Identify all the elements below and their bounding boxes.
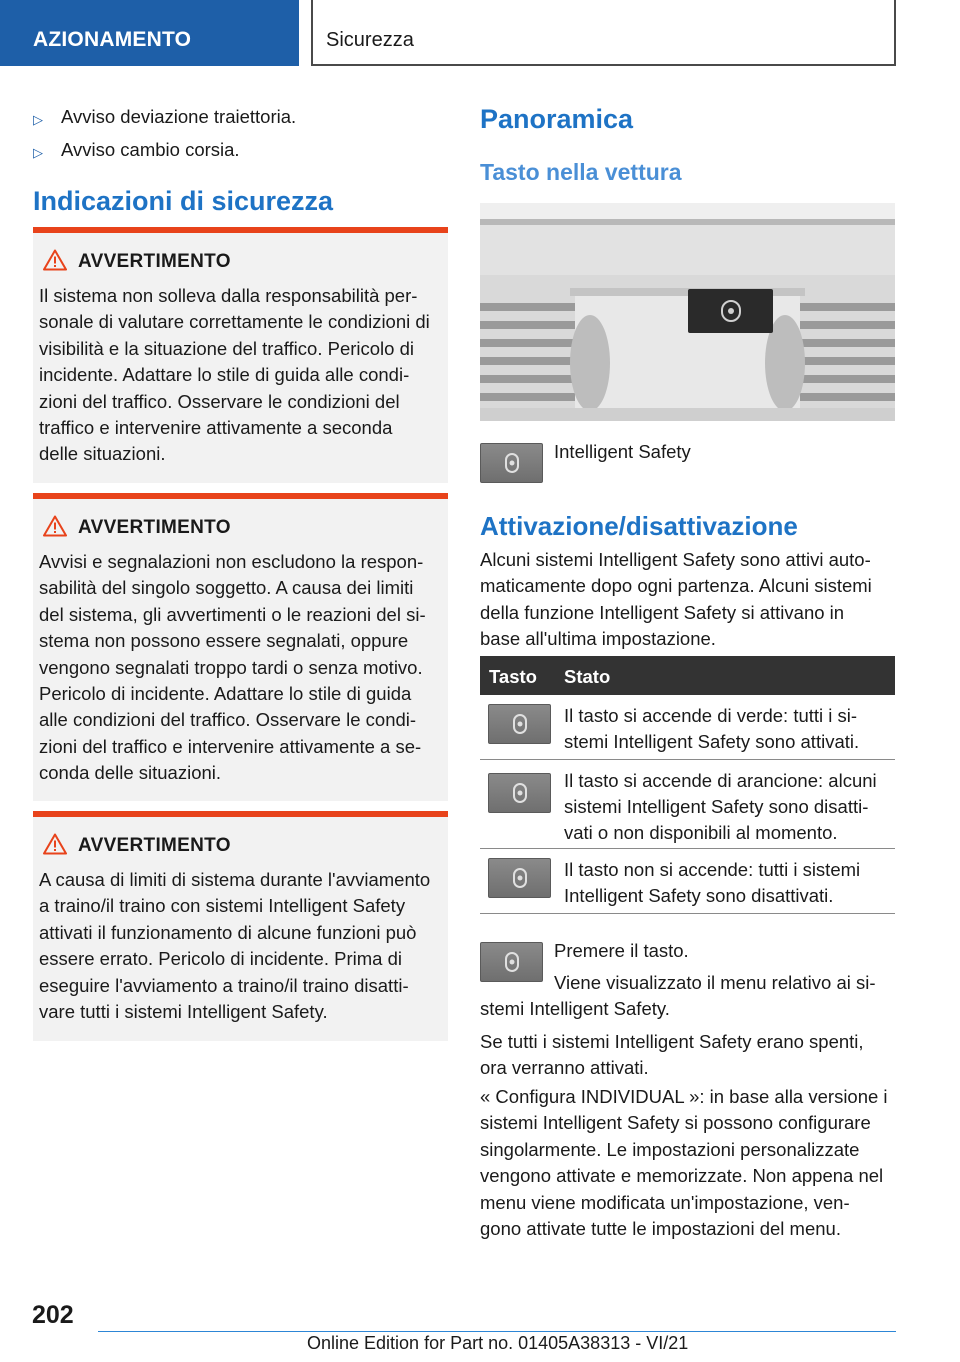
header-section-label: AZIONAMENTO <box>33 28 192 51</box>
table-cell: Il tasto si accende di verde: tutti i si- stemi Intelligent Safety sono attivati. <box>564 705 860 752</box>
page-number: 202 <box>32 1301 74 1329</box>
intelligent-safety-button-icon <box>480 443 543 483</box>
table-row <box>480 695 895 760</box>
warning-title: AVVERTIMENTO <box>78 517 231 538</box>
footer-edition: Online Edition for Part no. 01405A38313 - VI/21 <box>307 1333 689 1353</box>
warning-icon <box>43 249 67 271</box>
activation-heading: Attivazione/disattivazione <box>480 511 798 541</box>
dashboard-button-photo <box>480 203 895 421</box>
warning-text: Avvisi e segnalazioni non escludono la respon- sabilità del singolo soggetto. A causa dei limiti del sistema, gli avvertimenti o le reazioni del si- stema non possono essere segnalati, oppure vengono segnalati troppo tardi o senza motivo. Pericolo di incidente. Adattare lo stile di guida alle condizioni del traffico. Osservare le condi- zioni del traffico e intervenire attivamente a se- conda delle situazioni. <box>39 551 426 784</box>
menu-paragraph: Viene visualizzato il menu relativo ai si- stemi Intelligent Safety. <box>480 972 876 1020</box>
press-button-instruction: Premere il tasto. <box>554 940 689 961</box>
intelligent-safety-button-icon <box>488 773 551 813</box>
warning-box <box>33 493 448 801</box>
table-row <box>480 849 895 914</box>
safety-heading: Indicazioni di sicurezza <box>33 186 334 216</box>
table-cell: Il tasto si accende di arancione: alcuni sistemi Intelligent Safety sono disatti- vati o non disponibili al momento. <box>564 770 877 843</box>
warning-icon <box>43 515 67 537</box>
warning-text: A causa di limiti di sistema durante l'avviamento a traino/il traino con sistemi Intelligent Safety attivati il funzionamento di alcune funzioni può essere errato. Pericolo di incidente. Prima di eseguire l'avviamento a traino/il traino disatti- vare tutti i sistemi Intelligent Safety. <box>39 869 431 1023</box>
warning-text: Il sistema non solleva dalla responsabilità per- sonale di valutare correttamente le condizioni di visibilità e la situazione del traffico. Pericolo di incidente. Adattare lo stile di guida alle condi- zioni del traffico. Osservare le condizioni del traffico e intervenire attivamente a seconda delle situazioni. <box>39 285 430 465</box>
intelligent-safety-button-icon <box>488 704 551 744</box>
button-in-car-subheading: Tasto nella vettura <box>480 159 682 185</box>
triangle-bullet-icon: ▷ <box>33 145 43 160</box>
column-header-button: Tasto <box>489 666 537 687</box>
warning-title: AVVERTIMENTO <box>78 835 231 856</box>
table-cell: Il tasto non si accende: tutti i sistemi Intelligent Safety sono disattivati. <box>564 859 861 906</box>
header-chapter-box <box>311 0 896 66</box>
footer-divider <box>98 1331 896 1332</box>
button-label: Intelligent Safety <box>554 441 691 462</box>
warning-box <box>33 811 448 1041</box>
warning-box <box>33 227 448 483</box>
intelligent-safety-button-icon <box>488 858 551 898</box>
header-section-tab <box>0 0 299 66</box>
table-row <box>480 760 895 849</box>
header-chapter-label: Sicurezza <box>326 29 414 51</box>
column-header-state: Stato <box>564 666 611 687</box>
table-header <box>480 656 895 695</box>
triangle-bullet-icon: ▷ <box>33 112 43 127</box>
systems-off-paragraph: Se tutti i sistemi Intelligent Safety erano spenti, ora verranno attivati. <box>480 1031 864 1079</box>
warning-icon <box>43 833 67 855</box>
activation-intro: Alcuni sistemi Intelligent Safety sono attivi auto- maticamente dopo ogni partenza. Alcuni sistemi della funzione Intelligent Safety si attivano in base all'ultima impostazione. <box>480 549 872 650</box>
warning-title: AVVERTIMENTO <box>78 251 231 272</box>
overview-heading: Panoramica <box>480 104 634 134</box>
individual-config-paragraph: « Configura INDIVIDUAL »: in base alla versione i sistemi Intelligent Safety si possono configurare singolarmente. Le impostazioni personalizzate vengono attivate e memorizzate. Non appena nel menu viene modificata un'impostazione, ven- gono attivate tutte le impostazioni del menu. <box>480 1086 888 1240</box>
